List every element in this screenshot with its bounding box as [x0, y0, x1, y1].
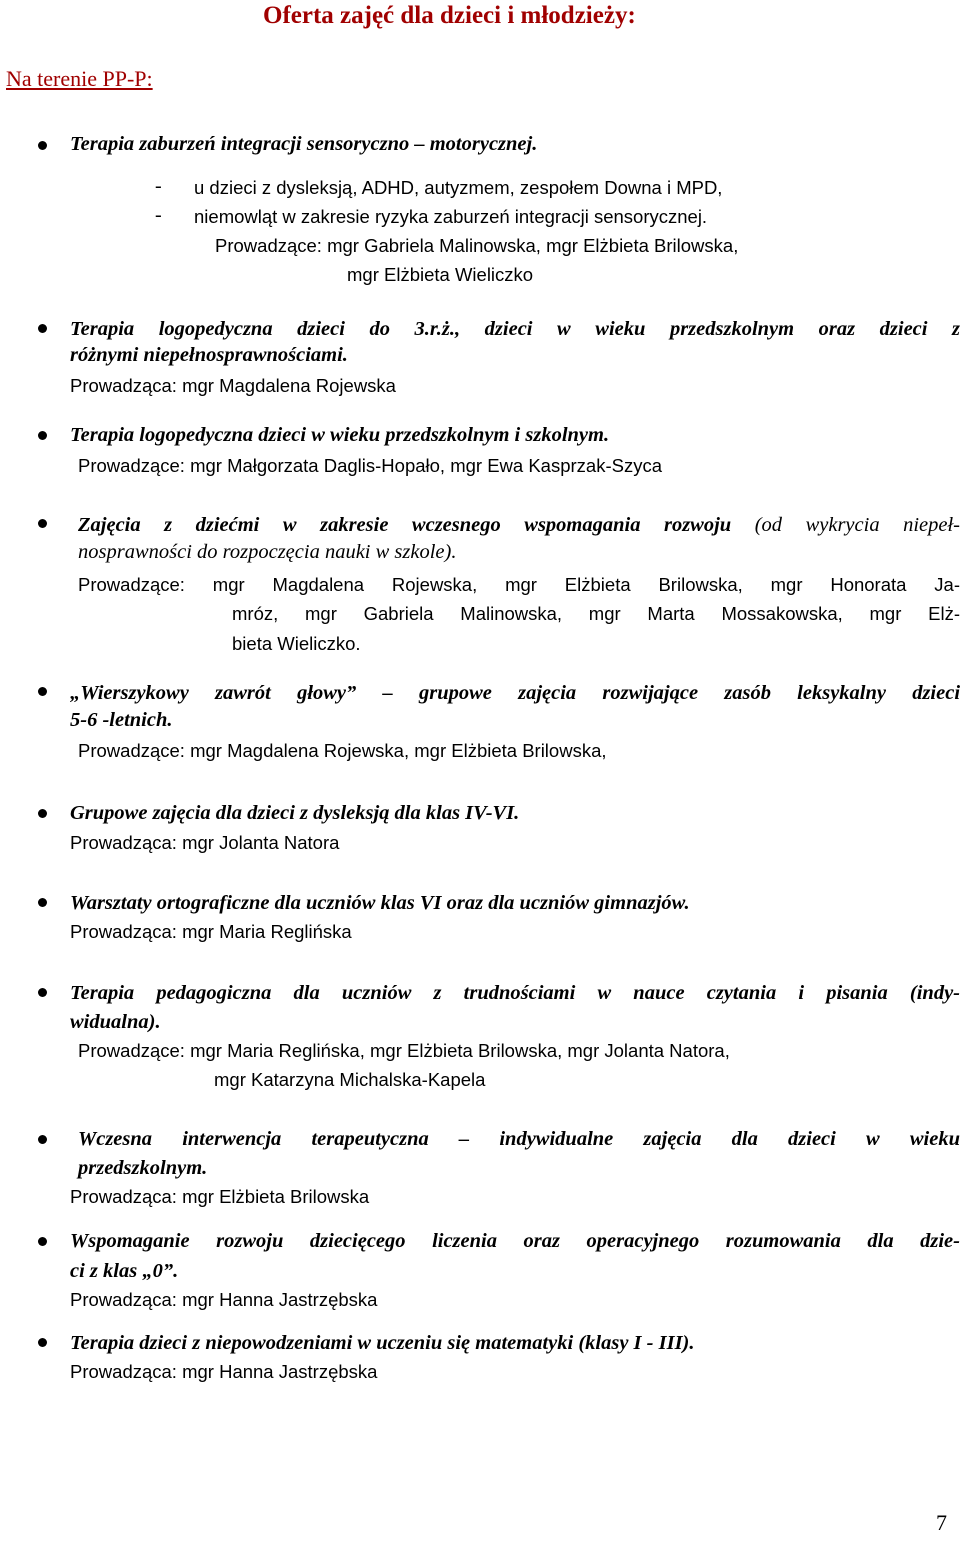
instructor-line: Prowadząca: mgr Jolanta Natora [70, 832, 340, 853]
item-title: ci z klas „0”. [70, 1260, 179, 1282]
bullet-icon [38, 687, 47, 696]
instructor-line: Prowadząca: mgr Elżbieta Brilowska [70, 1186, 370, 1207]
instructor-line: Prowadząca: mgr Hanna Jastrzębska [70, 1289, 378, 1310]
bullet-icon [38, 324, 47, 333]
title-dash: – [382, 682, 393, 704]
instructor-line: Prowadzące: mgr Magdalena Rojewska, mgr Elżbieta Brilowska, mgr Honorata Ja- [78, 574, 960, 595]
instructor-line: mgr Katarzyna Michalska-Kapela [214, 1069, 486, 1090]
bullet-icon [38, 1237, 47, 1246]
item-title: nosprawności do rozpoczęcia nauki w szkole). [78, 541, 457, 563]
bullet-icon [38, 988, 47, 997]
bullet-icon [38, 898, 47, 907]
item-title: Grupowe zajęcia dla dzieci z dysleksją dla klas IV-VI. [70, 802, 520, 824]
instructor-line: bieta Wieliczko. [232, 633, 361, 654]
instructor-line: Prowadzące: mgr Maria Reglińska, mgr Elżbieta Brilowska, mgr Jolanta Natora, [78, 1040, 730, 1061]
instructor-line: Prowadząca: mgr Maria Reglińska [70, 921, 352, 942]
item-title: Terapia logopedyczna dzieci do 3.r.ż., dzieci w wieku przedszkolnym oraz dzieci z [70, 318, 960, 340]
item-title [70, 681, 960, 705]
item-title: 5-6 -letnich. [70, 709, 173, 731]
instructor-line: Prowadząca: mgr Hanna Jastrzębska [70, 1361, 378, 1382]
program-name: „Wierszykowy zawrót głowy” [70, 682, 357, 704]
item-title: Warsztaty ortograficzne dla uczniów klas VI oraz dla uczniów gimnazjów. [70, 892, 690, 914]
section-subtitle: Na terenie PP-P: [6, 66, 153, 91]
program-description: grupowe zajęcia rozwijające zasób leksykalny dzieci [418, 682, 960, 704]
bullet-icon [38, 1135, 47, 1144]
instructor-line: Prowadząca: mgr Magdalena Rojewska [70, 375, 396, 396]
page-title: Oferta zajęć dla dzieci i młodzieży: [263, 2, 636, 29]
item-title: Terapia logopedyczna dzieci w wieku przedszkolnym i szkolnym. [70, 424, 610, 446]
item-title: Wspomaganie rozwoju dziecięcego liczenia oraz operacyjnego rozumowania dla dzie- [70, 1230, 960, 1252]
instructor-line: Prowadzące: mgr Gabriela Malinowska, mgr Elżbieta Brilowska, [215, 235, 739, 256]
item-title [78, 513, 960, 537]
sub-item: niemowląt w zakresie ryzyka zaburzeń integracji sensorycznej. [194, 206, 708, 227]
dash-icon: - [155, 204, 162, 226]
instructor-line: Prowadzące: mgr Magdalena Rojewska, mgr Elżbieta Brilowska, [78, 740, 607, 761]
instructor-line: mgr Elżbieta Wieliczko [347, 264, 534, 285]
instructor-line: Prowadzące: mgr Małgorzata Daglis-Hopało, mgr Ewa Kasprzak-Szyca [78, 455, 662, 476]
bullet-icon [38, 431, 47, 440]
page-number: 7 [936, 1510, 947, 1535]
item-title: różnymi niepełnosprawnościami. [70, 344, 348, 366]
bullet-icon [38, 809, 47, 818]
instructor-line: mróz, mgr Gabriela Malinowska, mgr Marta Mossakowska, mgr Elż- [232, 603, 960, 624]
item-title: Terapia pedagogiczna dla uczniów z trudnościami w nauce czytania i pisania (indy- [70, 982, 960, 1004]
item-title-note: (od wykrycia niepeł- [731, 514, 960, 536]
item-title: widualna). [70, 1011, 161, 1033]
sub-item: u dzieci z dysleksją, ADHD, autyzmem, zespołem Downa i MPD, [194, 177, 723, 198]
bullet-icon [38, 1338, 47, 1347]
bullet-icon [38, 519, 47, 528]
dash-icon: - [155, 175, 162, 197]
bullet-icon [38, 141, 47, 150]
item-title-bold: Zajęcia z dziećmi w zakresie wczesnego wspomagania rozwoju [78, 514, 732, 536]
item-title: Wczesna interwencja terapeutyczna – indywidualne zajęcia dla dzieci w wieku [78, 1128, 960, 1150]
item-title: przedszkolnym. [78, 1157, 208, 1179]
item-title: Terapia dzieci z niepowodzeniami w uczeniu się matematyki (klasy I - III). [70, 1332, 695, 1354]
item-title: Terapia zaburzeń integracji sensoryczno – motorycznej. [70, 133, 538, 155]
